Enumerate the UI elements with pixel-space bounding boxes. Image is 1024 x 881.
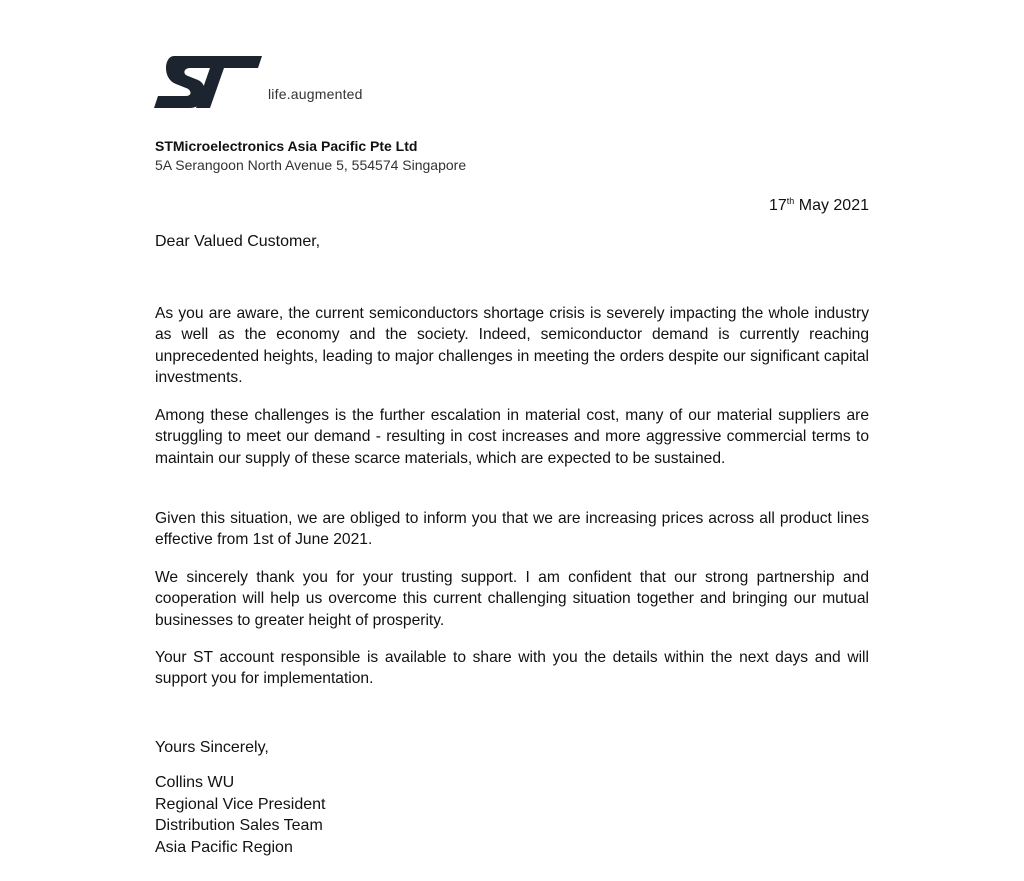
company-name: STMicroelectronics Asia Pacific Pte Ltd	[155, 138, 418, 154]
salutation: Dear Valued Customer,	[155, 233, 321, 250]
signatory-title: Regional Vice President	[155, 795, 326, 813]
signatory-name: Collins WU	[155, 774, 235, 791]
signature-block	[155, 772, 325, 858]
letter-date	[769, 196, 869, 215]
st-logo	[154, 52, 266, 110]
body-paragraph: Your ST account responsible is available to share with you the details within the next days and will support you for implementation.	[155, 649, 869, 688]
signatory-team: Distribution Sales Team	[155, 817, 323, 834]
body-paragraph: Given this situation, we are obliged to inform you that we are increasing prices across all product lines effective from 1st of June 2021.	[155, 510, 869, 549]
logo-tagline: life.augmented	[268, 86, 363, 102]
date-month-year: May 2021	[798, 197, 869, 214]
body-paragraph: As you are aware, the current semiconductors shortage crisis is severely impacting the whole industry as well as the economy and the society. Indeed, semiconductor demand is currently reaching unprecedented heights, leading to major challenges in meeting the orders despite our significant capital investments.	[155, 305, 869, 386]
date-day: 17	[768, 197, 787, 214]
closing: Yours Sincerely,	[155, 739, 269, 756]
body-paragraph: We sincerely thank you for your trusting support. I am confident that our strong partnership and cooperation will help us overcome this current challenging situation together and bringing our mutual businesses to greater height of prosperity.	[155, 569, 869, 629]
signatory-region: Asia Pacific Region	[155, 838, 293, 856]
company-address: 5A Serangoon North Avenue 5, 554574 Singapore	[155, 157, 467, 173]
date-day-suffix: th	[786, 196, 795, 206]
body-paragraph: Among these challenges is the further escalation in material cost, many of our material suppliers are struggling to meet our demand - resulting in cost increases and more aggressive commercial terms to maintain our supply of these scarce materials, which are expected to be sustained.	[155, 407, 869, 467]
